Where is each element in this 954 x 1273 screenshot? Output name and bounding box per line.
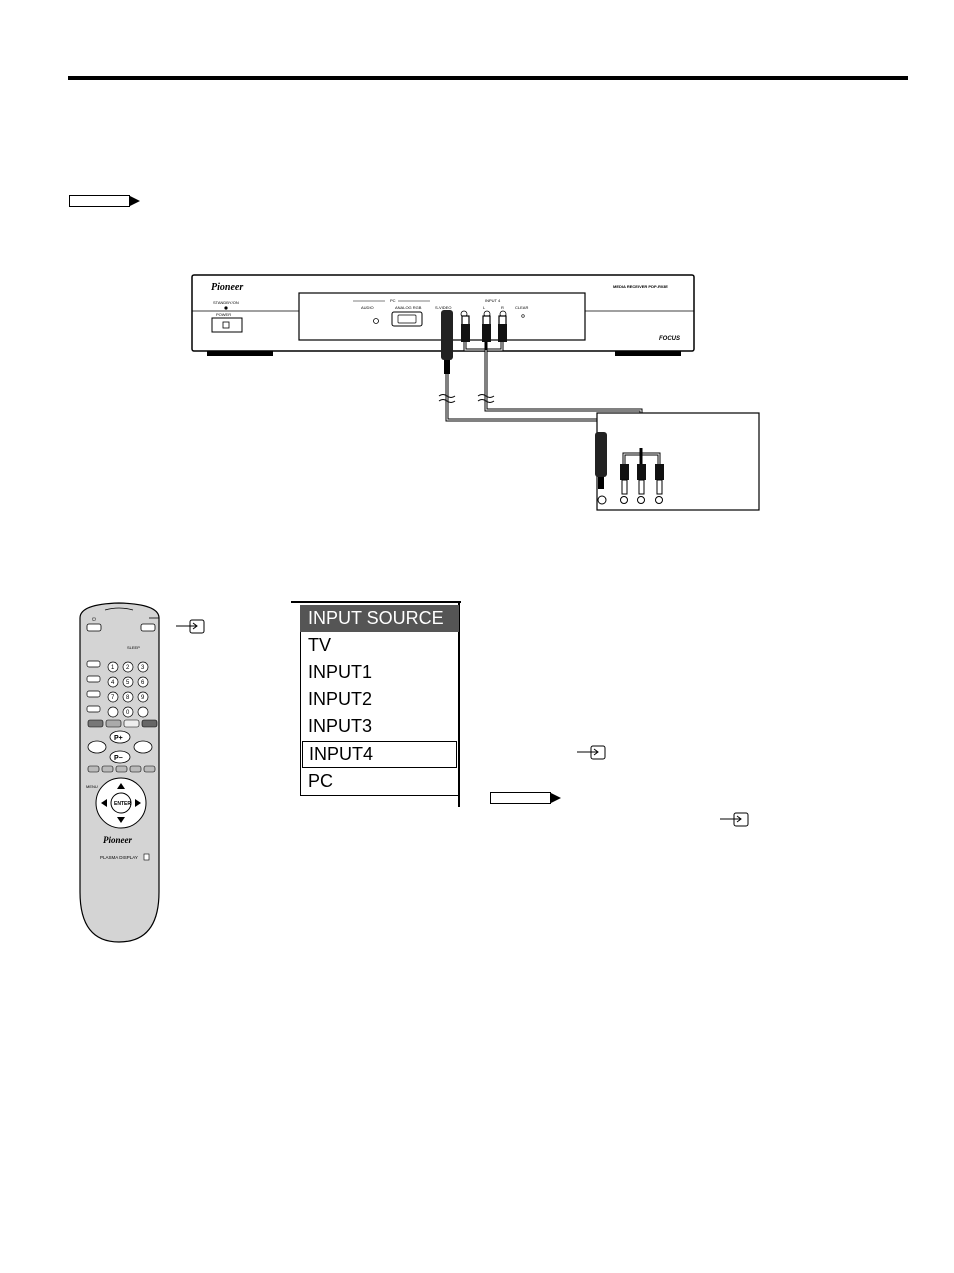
pc-label: PC bbox=[390, 298, 396, 303]
remote-control bbox=[75, 600, 210, 948]
remote-brand: Pioneer bbox=[103, 835, 132, 845]
left-label: L bbox=[483, 305, 486, 310]
svg-text:4: 4 bbox=[111, 680, 115, 686]
right-label: R bbox=[501, 305, 504, 310]
remote-enter-label: ENTER bbox=[114, 801, 131, 807]
menu-item-input1[interactable]: INPUT1 bbox=[308, 662, 373, 682]
note-tag-icon bbox=[490, 791, 562, 805]
svg-text:1: 1 bbox=[111, 665, 115, 671]
svg-text:7: 7 bbox=[111, 695, 115, 701]
connection-diagram bbox=[185, 268, 765, 518]
note-tag-icon bbox=[69, 194, 141, 208]
header-rule bbox=[68, 76, 908, 80]
standby-label: STANDBY/ON bbox=[213, 300, 239, 305]
menu-item-pc[interactable]: PC bbox=[308, 771, 334, 791]
svg-text:0: 0 bbox=[126, 710, 130, 716]
svg-text:5: 5 bbox=[126, 680, 130, 686]
svg-text:2: 2 bbox=[126, 665, 130, 671]
remote-p-minus: P− bbox=[114, 755, 123, 762]
input-select-icon bbox=[176, 618, 206, 636]
remote-sleep-label: SLEEP bbox=[127, 645, 140, 650]
power-label: POWER bbox=[216, 312, 232, 317]
svg-text:6: 6 bbox=[141, 680, 145, 686]
audio-label: AUDIO bbox=[361, 305, 374, 310]
menu-title: INPUT SOURCE bbox=[300, 605, 459, 632]
focus-logo: FOCUS bbox=[659, 336, 680, 342]
svg-text:3: 3 bbox=[141, 665, 145, 671]
input4-label: INPUT 4 bbox=[485, 298, 501, 303]
menu-item-input2[interactable]: INPUT2 bbox=[308, 689, 373, 709]
clear-label: CLEAR bbox=[515, 305, 529, 310]
remote-p-plus: P+ bbox=[114, 735, 123, 742]
remote-footer-label: PLASMA DISPLAY bbox=[100, 855, 138, 860]
menu-item-tv[interactable]: TV bbox=[308, 635, 332, 655]
receiver-brand: Pioneer bbox=[211, 282, 244, 293]
menu-item-input3[interactable]: INPUT3 bbox=[308, 716, 373, 736]
svg-text:⏻: ⏻ bbox=[92, 617, 96, 623]
svg-text:8: 8 bbox=[126, 695, 130, 701]
analog-rgb-label: ANALOG RGB bbox=[395, 305, 422, 310]
input-select-icon bbox=[577, 744, 607, 762]
svg-text:9: 9 bbox=[141, 695, 145, 701]
remote-menu-label: MENU bbox=[86, 784, 98, 789]
input-select-icon bbox=[720, 811, 750, 829]
model-label: MEDIA RECEIVER PDP-R03E bbox=[613, 284, 668, 289]
svideo-label: S-VIDEO bbox=[435, 305, 452, 310]
menu-item-input4[interactable]: INPUT4 bbox=[302, 741, 457, 768]
external-equipment bbox=[595, 413, 759, 510]
input-source-menu bbox=[291, 601, 461, 807]
